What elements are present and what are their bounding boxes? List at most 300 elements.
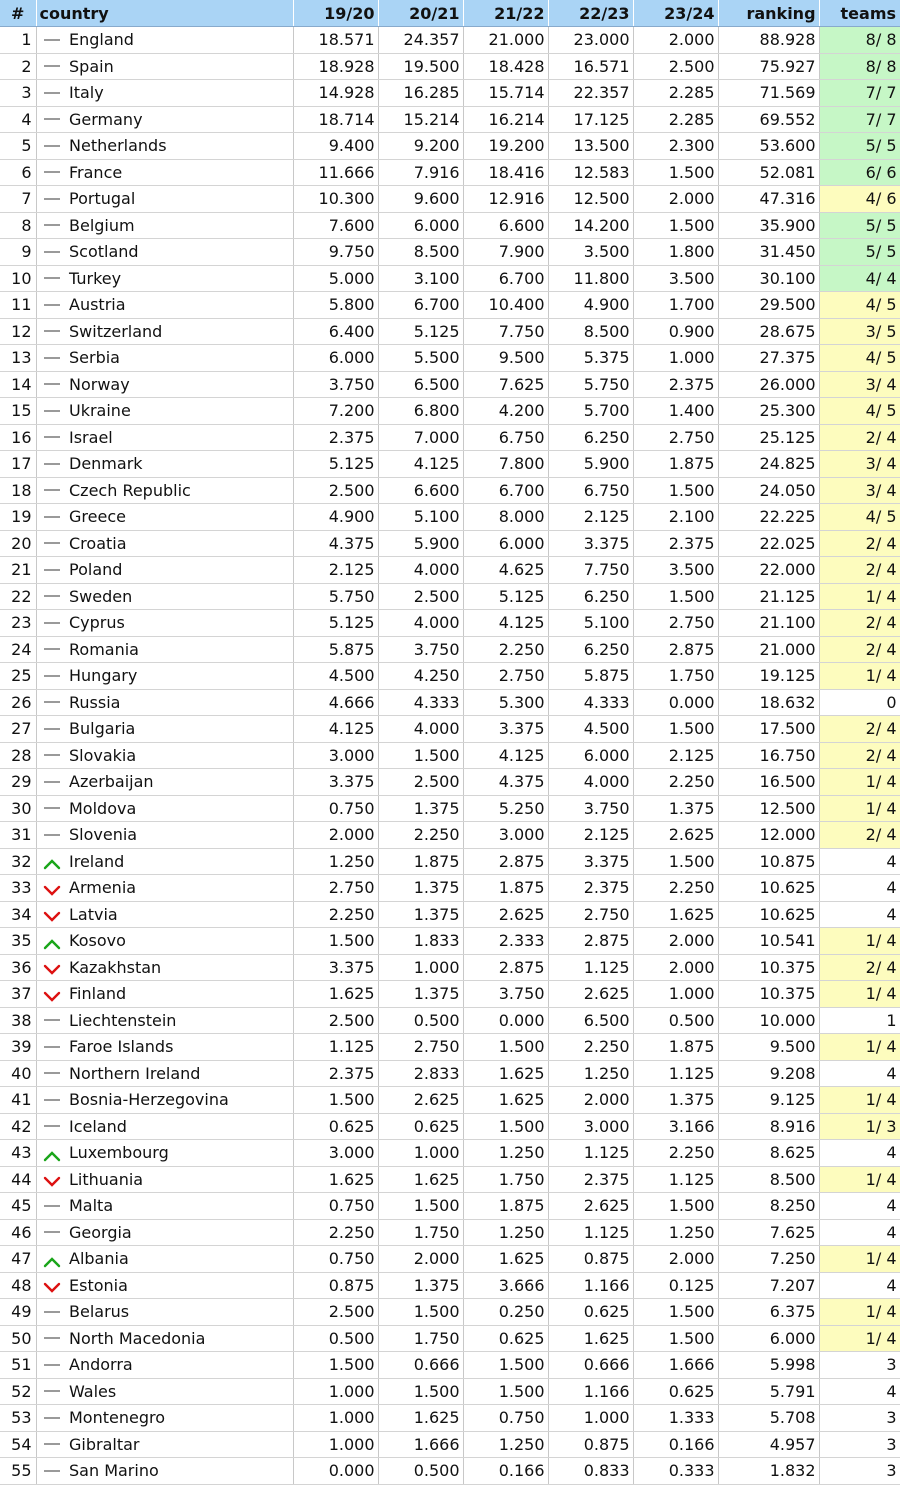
ranking-total: 10.000 — [718, 1007, 819, 1034]
country-name[interactable]: Finland — [67, 981, 293, 1008]
teams-remaining: 8/ 8 — [819, 53, 900, 80]
season-points: 1.833 — [378, 928, 463, 955]
season-points: 4.375 — [293, 530, 378, 557]
trend-cell — [36, 318, 67, 345]
season-points: 1.666 — [633, 1352, 718, 1379]
country-name[interactable]: Slovakia — [67, 742, 293, 769]
season-points: 5.125 — [463, 583, 548, 610]
ranking-total: 35.900 — [718, 212, 819, 239]
season-points: 5.125 — [378, 318, 463, 345]
season-points: 6.000 — [378, 212, 463, 239]
table-row[interactable] — [0, 318, 900, 345]
season-points: 18.714 — [293, 106, 378, 133]
ranking-total: 16.750 — [718, 742, 819, 769]
table-row[interactable] — [0, 345, 900, 372]
table-row[interactable] — [0, 1060, 900, 1087]
ranking-total: 5.791 — [718, 1378, 819, 1405]
season-points: 0.250 — [463, 1299, 548, 1326]
country-name[interactable]: Poland — [67, 557, 293, 584]
header-season-1920[interactable]: 19/20 — [293, 0, 378, 27]
country-name[interactable]: Wales — [67, 1378, 293, 1405]
country-name[interactable]: Russia — [67, 689, 293, 716]
country-name[interactable]: Luxembourg — [67, 1140, 293, 1167]
trend-cell — [36, 981, 67, 1008]
table-row[interactable] — [0, 1272, 900, 1299]
season-points: 1.166 — [548, 1378, 633, 1405]
country-name[interactable]: Greece — [67, 504, 293, 531]
country-name[interactable]: Czech Republic — [67, 477, 293, 504]
season-points: 5.500 — [378, 345, 463, 372]
season-points: 6.500 — [548, 1007, 633, 1034]
trend-cell — [36, 398, 67, 425]
table-row[interactable] — [0, 106, 900, 133]
rank-position: 28 — [0, 742, 36, 769]
season-points: 1.375 — [378, 875, 463, 902]
rank-position: 38 — [0, 1007, 36, 1034]
season-points: 1.250 — [633, 1219, 718, 1246]
country-name[interactable]: Bosnia-Herzegovina — [67, 1087, 293, 1114]
teams-remaining: 3 — [819, 1431, 900, 1458]
table-row[interactable] — [0, 1458, 900, 1485]
table-row[interactable] — [0, 557, 900, 584]
season-points: 6.750 — [548, 477, 633, 504]
season-points: 1.250 — [293, 848, 378, 875]
country-name[interactable]: North Macedonia — [67, 1325, 293, 1352]
country-name[interactable]: Denmark — [67, 451, 293, 478]
country-name[interactable]: Latvia — [67, 901, 293, 928]
season-points: 7.750 — [548, 557, 633, 584]
season-points: 6.250 — [548, 583, 633, 610]
rank-position: 37 — [0, 981, 36, 1008]
table-row[interactable] — [0, 795, 900, 822]
table-row[interactable] — [0, 1140, 900, 1167]
country-name[interactable]: Lithuania — [67, 1166, 293, 1193]
season-points: 7.200 — [293, 398, 378, 425]
season-points: 5.125 — [293, 610, 378, 637]
table-row[interactable] — [0, 610, 900, 637]
rank-position: 2 — [0, 53, 36, 80]
country-name[interactable]: San Marino — [67, 1458, 293, 1485]
country-name[interactable]: Netherlands — [67, 133, 293, 160]
season-points: 1.000 — [633, 981, 718, 1008]
teams-remaining: 2/ 4 — [819, 636, 900, 663]
season-points: 0.500 — [378, 1458, 463, 1485]
table-row[interactable] — [0, 1246, 900, 1273]
country-name[interactable]: Georgia — [67, 1219, 293, 1246]
country-name[interactable]: Estonia — [67, 1272, 293, 1299]
country-name[interactable]: Italy — [67, 80, 293, 107]
table-row[interactable] — [0, 981, 900, 1008]
table-row[interactable] — [0, 875, 900, 902]
table-row[interactable] — [0, 477, 900, 504]
ranking-total: 25.125 — [718, 424, 819, 451]
season-points: 2.125 — [548, 822, 633, 849]
season-points: 2.250 — [633, 1140, 718, 1167]
rank-position: 49 — [0, 1299, 36, 1326]
season-points: 1.500 — [293, 928, 378, 955]
table-row[interactable] — [0, 928, 900, 955]
season-points: 2.000 — [293, 822, 378, 849]
season-points: 4.500 — [293, 663, 378, 690]
table-row[interactable] — [0, 1219, 900, 1246]
table-row[interactable] — [0, 1166, 900, 1193]
trend-cell — [36, 689, 67, 716]
trend-same-icon — [44, 1072, 60, 1074]
header-ranking[interactable]: ranking — [718, 0, 819, 27]
table-row[interactable] — [0, 954, 900, 981]
season-points: 9.500 — [463, 345, 548, 372]
season-points: 6.250 — [548, 636, 633, 663]
season-points: 4.333 — [378, 689, 463, 716]
country-name[interactable]: Iceland — [67, 1113, 293, 1140]
season-points: 1.500 — [378, 742, 463, 769]
teams-remaining: 1/ 4 — [819, 1166, 900, 1193]
trend-cell — [36, 875, 67, 902]
table-row[interactable] — [0, 742, 900, 769]
trend-cell — [36, 928, 67, 955]
country-name[interactable]: Switzerland — [67, 318, 293, 345]
table-row[interactable] — [0, 80, 900, 107]
season-points: 11.666 — [293, 159, 378, 186]
season-points: 0.166 — [463, 1458, 548, 1485]
country-name[interactable]: Belarus — [67, 1299, 293, 1326]
country-name[interactable]: Spain — [67, 53, 293, 80]
trend-same-icon — [44, 1046, 60, 1048]
trend-up-icon — [43, 855, 61, 867]
table-row[interactable] — [0, 186, 900, 213]
season-points: 12.583 — [548, 159, 633, 186]
trend-same-icon — [44, 1417, 60, 1419]
season-points: 4.125 — [378, 451, 463, 478]
season-points: 1.875 — [633, 451, 718, 478]
season-points: 3.000 — [293, 1140, 378, 1167]
rank-position: 36 — [0, 954, 36, 981]
season-points: 0.500 — [378, 1007, 463, 1034]
trend-cell — [36, 1219, 67, 1246]
table-row[interactable] — [0, 1007, 900, 1034]
rank-position: 32 — [0, 848, 36, 875]
rank-position: 1 — [0, 27, 36, 54]
country-name[interactable]: Norway — [67, 371, 293, 398]
table-row[interactable] — [0, 239, 900, 266]
teams-remaining: 1 — [819, 1007, 900, 1034]
season-points: 1.625 — [378, 1405, 463, 1432]
table-row[interactable] — [0, 689, 900, 716]
season-points: 1.800 — [633, 239, 718, 266]
season-points: 6.500 — [378, 371, 463, 398]
season-points: 5.375 — [548, 345, 633, 372]
header-pos[interactable]: # — [0, 0, 36, 27]
trend-same-icon — [44, 65, 60, 67]
teams-remaining: 3 — [819, 1458, 900, 1485]
trend-same-icon — [44, 675, 60, 677]
season-points: 1.125 — [548, 1140, 633, 1167]
country-name[interactable]: Armenia — [67, 875, 293, 902]
header-season-2122[interactable]: 21/22 — [463, 0, 548, 27]
country-name[interactable]: Gibraltar — [67, 1431, 293, 1458]
table-row[interactable] — [0, 1113, 900, 1140]
country-name[interactable]: England — [67, 27, 293, 54]
trend-cell — [36, 159, 67, 186]
country-name[interactable]: Northern Ireland — [67, 1060, 293, 1087]
country-name[interactable]: Germany — [67, 106, 293, 133]
table-row[interactable] — [0, 1087, 900, 1114]
table-row[interactable] — [0, 265, 900, 292]
trend-same-icon — [44, 1337, 60, 1339]
season-points: 3.375 — [293, 954, 378, 981]
teams-remaining: 1/ 4 — [819, 1246, 900, 1273]
country-name[interactable]: Kosovo — [67, 928, 293, 955]
country-name[interactable]: Faroe Islands — [67, 1034, 293, 1061]
table-row[interactable] — [0, 1352, 900, 1379]
season-points: 1.125 — [293, 1034, 378, 1061]
ranking-total: 12.000 — [718, 822, 819, 849]
season-points: 12.500 — [548, 186, 633, 213]
season-points: 2.000 — [633, 1246, 718, 1273]
season-points: 2.285 — [633, 106, 718, 133]
country-name[interactable]: Scotland — [67, 239, 293, 266]
country-name[interactable]: Montenegro — [67, 1405, 293, 1432]
season-points: 2.375 — [548, 875, 633, 902]
table-row[interactable] — [0, 398, 900, 425]
teams-remaining: 4 — [819, 1193, 900, 1220]
country-name[interactable]: Hungary — [67, 663, 293, 690]
country-name[interactable]: Kazakhstan — [67, 954, 293, 981]
country-name[interactable]: Belgium — [67, 212, 293, 239]
trend-same-icon — [44, 701, 60, 703]
season-points: 8.500 — [378, 239, 463, 266]
rank-position: 55 — [0, 1458, 36, 1485]
season-points: 2.625 — [633, 822, 718, 849]
table-row[interactable] — [0, 212, 900, 239]
country-name[interactable]: Azerbaijan — [67, 769, 293, 796]
season-points: 10.400 — [463, 292, 548, 319]
trend-cell — [36, 583, 67, 610]
table-row[interactable] — [0, 1431, 900, 1458]
ranking-total: 25.300 — [718, 398, 819, 425]
country-name[interactable]: Slovenia — [67, 822, 293, 849]
table-row[interactable] — [0, 53, 900, 80]
rank-position: 19 — [0, 504, 36, 531]
trend-cell — [36, 742, 67, 769]
table-row[interactable] — [0, 1325, 900, 1352]
season-points: 7.000 — [378, 424, 463, 451]
rank-position: 33 — [0, 875, 36, 902]
teams-remaining: 1/ 4 — [819, 981, 900, 1008]
season-points: 1.500 — [378, 1378, 463, 1405]
trend-cell — [36, 1299, 67, 1326]
country-name[interactable]: Romania — [67, 636, 293, 663]
table-row[interactable] — [0, 663, 900, 690]
table-row[interactable] — [0, 159, 900, 186]
teams-remaining: 4 — [819, 1060, 900, 1087]
season-points: 4.125 — [293, 716, 378, 743]
table-row[interactable] — [0, 1193, 900, 1220]
trend-same-icon — [44, 728, 60, 730]
table-row[interactable] — [0, 583, 900, 610]
ranking-total: 6.000 — [718, 1325, 819, 1352]
header-season-2223[interactable]: 22/23 — [548, 0, 633, 27]
season-points: 1.500 — [378, 1299, 463, 1326]
season-points: 2.000 — [548, 1087, 633, 1114]
season-points: 4.900 — [548, 292, 633, 319]
season-points: 1.000 — [548, 1405, 633, 1432]
table-row[interactable] — [0, 1378, 900, 1405]
teams-remaining: 4/ 4 — [819, 265, 900, 292]
trend-cell — [36, 27, 67, 54]
rank-position: 17 — [0, 451, 36, 478]
ranking-total: 88.928 — [718, 27, 819, 54]
season-points: 6.400 — [293, 318, 378, 345]
ranking-total: 21.000 — [718, 636, 819, 663]
season-points: 15.214 — [378, 106, 463, 133]
country-name[interactable]: Albania — [67, 1246, 293, 1273]
season-points: 1.250 — [463, 1140, 548, 1167]
ranking-total: 24.050 — [718, 477, 819, 504]
season-points: 1.500 — [463, 1378, 548, 1405]
country-name[interactable]: Sweden — [67, 583, 293, 610]
season-points: 0.166 — [633, 1431, 718, 1458]
ranking-total: 10.875 — [718, 848, 819, 875]
season-points: 1.750 — [633, 663, 718, 690]
table-row[interactable] — [0, 1299, 900, 1326]
table-row[interactable] — [0, 371, 900, 398]
season-points: 10.300 — [293, 186, 378, 213]
season-points: 0.625 — [633, 1378, 718, 1405]
country-name[interactable]: Malta — [67, 1193, 293, 1220]
season-points: 1.333 — [633, 1405, 718, 1432]
table-row[interactable] — [0, 424, 900, 451]
season-points: 5.800 — [293, 292, 378, 319]
teams-remaining: 3/ 4 — [819, 477, 900, 504]
ranking-total: 12.500 — [718, 795, 819, 822]
season-points: 7.916 — [378, 159, 463, 186]
season-points: 0.900 — [633, 318, 718, 345]
season-points: 5.875 — [548, 663, 633, 690]
teams-remaining: 7/ 7 — [819, 106, 900, 133]
trend-cell — [36, 80, 67, 107]
country-name[interactable]: Portugal — [67, 186, 293, 213]
season-points: 2.875 — [463, 848, 548, 875]
season-points: 2.000 — [633, 27, 718, 54]
trend-cell — [36, 239, 67, 266]
trend-cell — [36, 822, 67, 849]
ranking-total: 5.998 — [718, 1352, 819, 1379]
table-row[interactable] — [0, 848, 900, 875]
teams-remaining: 4 — [819, 1140, 900, 1167]
country-name[interactable]: Austria — [67, 292, 293, 319]
country-name[interactable]: Israel — [67, 424, 293, 451]
table-row[interactable] — [0, 716, 900, 743]
season-points: 2.625 — [463, 901, 548, 928]
table-row[interactable] — [0, 27, 900, 54]
season-points: 9.200 — [378, 133, 463, 160]
ranking-total: 47.316 — [718, 186, 819, 213]
season-points: 18.416 — [463, 159, 548, 186]
table-row[interactable] — [0, 292, 900, 319]
trend-same-icon — [44, 807, 60, 809]
country-name[interactable]: Andorra — [67, 1352, 293, 1379]
season-points: 1.500 — [633, 1193, 718, 1220]
season-points: 18.428 — [463, 53, 548, 80]
header-season-2324[interactable]: 23/24 — [633, 0, 718, 27]
season-points: 0.500 — [293, 1325, 378, 1352]
ranking-total: 22.025 — [718, 530, 819, 557]
trend-cell — [36, 265, 67, 292]
trend-cell — [36, 292, 67, 319]
season-points: 6.600 — [463, 212, 548, 239]
table-row[interactable] — [0, 822, 900, 849]
season-points: 1.500 — [293, 1352, 378, 1379]
table-row[interactable] — [0, 769, 900, 796]
country-name[interactable]: France — [67, 159, 293, 186]
country-name[interactable]: Bulgaria — [67, 716, 293, 743]
country-name[interactable]: Ireland — [67, 848, 293, 875]
season-points: 5.250 — [463, 795, 548, 822]
season-points: 6.800 — [378, 398, 463, 425]
table-row[interactable] — [0, 530, 900, 557]
season-points: 0.625 — [293, 1113, 378, 1140]
season-points: 1.750 — [378, 1219, 463, 1246]
rank-position: 13 — [0, 345, 36, 372]
ranking-total: 18.632 — [718, 689, 819, 716]
table-row[interactable] — [0, 451, 900, 478]
season-points: 0.833 — [548, 1458, 633, 1485]
teams-remaining: 0 — [819, 689, 900, 716]
season-points: 1.625 — [463, 1060, 548, 1087]
trend-same-icon — [44, 622, 60, 624]
country-name[interactable]: Ukraine — [67, 398, 293, 425]
season-points: 4.500 — [548, 716, 633, 743]
table-row[interactable] — [0, 133, 900, 160]
ranking-total: 71.569 — [718, 80, 819, 107]
trend-cell — [36, 848, 67, 875]
country-name[interactable]: Liechtenstein — [67, 1007, 293, 1034]
header-teams[interactable]: teams — [819, 0, 900, 27]
season-points: 2.125 — [293, 557, 378, 584]
season-points: 2.500 — [378, 583, 463, 610]
season-points: 2.000 — [633, 186, 718, 213]
season-points: 2.250 — [293, 901, 378, 928]
teams-remaining: 4 — [819, 848, 900, 875]
rank-position: 9 — [0, 239, 36, 266]
rank-position: 14 — [0, 371, 36, 398]
table-row[interactable] — [0, 504, 900, 531]
season-points: 3.000 — [463, 822, 548, 849]
table-row[interactable] — [0, 1034, 900, 1061]
table-row[interactable] — [0, 901, 900, 928]
country-name[interactable]: Turkey — [67, 265, 293, 292]
season-points: 2.750 — [378, 1034, 463, 1061]
season-points: 1.000 — [378, 1140, 463, 1167]
season-points: 4.900 — [293, 504, 378, 531]
country-name[interactable]: Cyprus — [67, 610, 293, 637]
rank-position: 52 — [0, 1378, 36, 1405]
country-name[interactable]: Croatia — [67, 530, 293, 557]
country-name[interactable]: Moldova — [67, 795, 293, 822]
teams-remaining: 2/ 4 — [819, 557, 900, 584]
table-row[interactable] — [0, 1405, 900, 1432]
header-country[interactable]: country — [36, 0, 293, 27]
season-points: 6.750 — [463, 424, 548, 451]
header-season-2021[interactable]: 20/21 — [378, 0, 463, 27]
season-points: 3.375 — [463, 716, 548, 743]
trend-cell — [36, 371, 67, 398]
table-row[interactable] — [0, 636, 900, 663]
season-points: 2.625 — [548, 1193, 633, 1220]
season-points: 7.800 — [463, 451, 548, 478]
country-name[interactable]: Serbia — [67, 345, 293, 372]
